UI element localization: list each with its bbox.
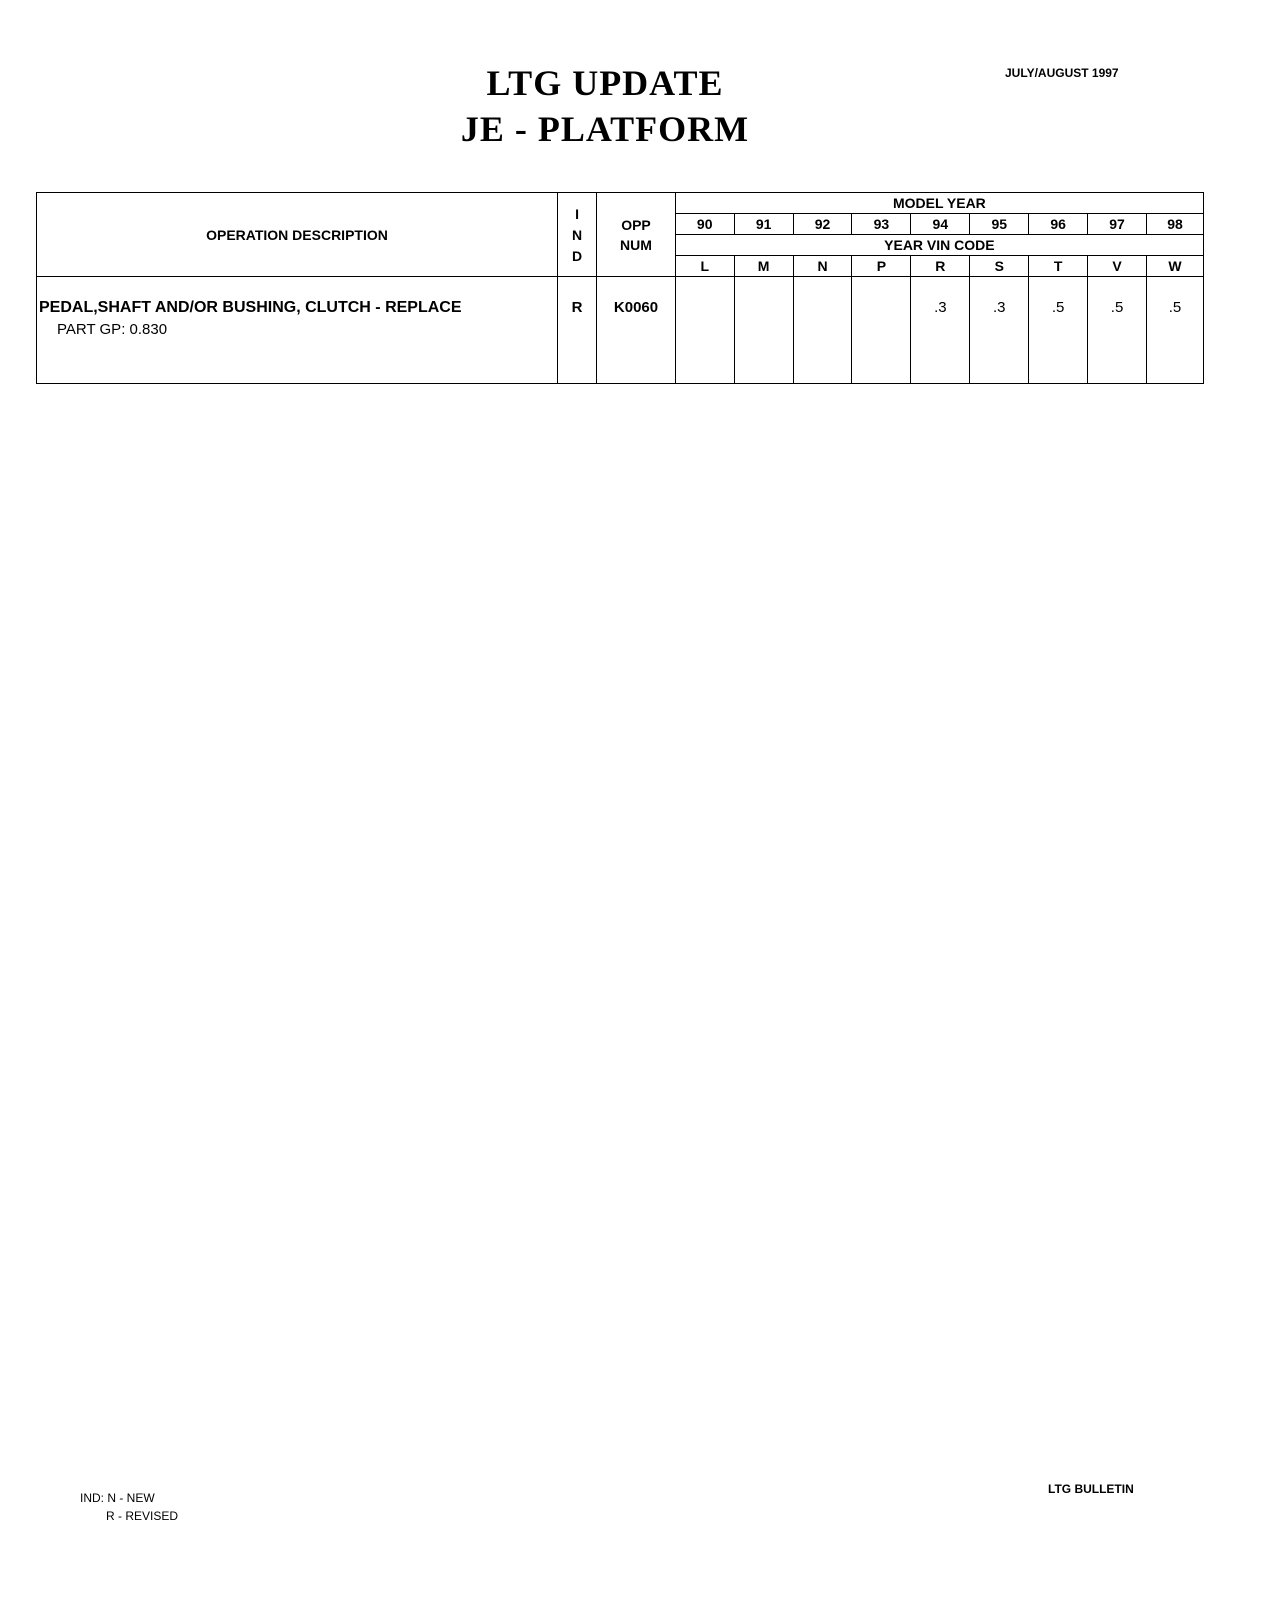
vin-code-r: R [911, 256, 970, 277]
bulletin-label: LTG BULLETIN [1048, 1482, 1134, 1496]
issue-date: JULY/AUGUST 1997 [1005, 66, 1119, 80]
header-ind: I N D [557, 193, 596, 277]
opp-num-value: K0060 [597, 277, 676, 384]
year-96: 96 [1029, 214, 1088, 235]
table-row [37, 277, 1204, 384]
year-98: 98 [1147, 214, 1204, 235]
page-title: LTG UPDATE [486, 63, 724, 103]
vin-code-w: W [1147, 256, 1204, 277]
header-operation-description: OPERATION DESCRIPTION [37, 193, 558, 277]
year-95: 95 [970, 214, 1029, 235]
ind-legend-revised: R - REVISED [106, 1509, 179, 1523]
vin-code-s: S [970, 256, 1029, 277]
year-93: 93 [852, 214, 911, 235]
time-value-97: .5 [1088, 277, 1147, 384]
year-90: 90 [675, 214, 734, 235]
page-subtitle: JE - PLATFORM [460, 109, 750, 149]
time-value-90 [675, 277, 734, 384]
vin-code-v: V [1088, 256, 1147, 277]
ind-legend-new: IND: N - NEW [80, 1491, 155, 1505]
vin-code-l: L [675, 256, 734, 277]
year-91: 91 [734, 214, 793, 235]
operation-description-cell [37, 277, 558, 384]
header-opp-num: OPP NUM [597, 193, 676, 277]
time-value-98: .5 [1147, 277, 1204, 384]
time-value-96: .5 [1029, 277, 1088, 384]
header-model-year: MODEL YEAR [675, 193, 1203, 214]
time-value-94: .3 [911, 277, 970, 384]
year-94: 94 [911, 214, 970, 235]
year-97: 97 [1088, 214, 1147, 235]
operation-description: PEDAL,SHAFT AND/OR BUSHING, CLUTCH - REPLACE [39, 299, 462, 316]
time-value-93 [852, 277, 911, 384]
time-value-92 [793, 277, 852, 384]
part-group: PART GP: 0.830 [57, 321, 168, 338]
time-value-95: .3 [970, 277, 1029, 384]
vin-code-p: P [852, 256, 911, 277]
ind-legend [80, 1489, 178, 1525]
header-year-vin-code: YEAR VIN CODE [675, 235, 1203, 256]
vin-code-t: T [1029, 256, 1088, 277]
time-value-91 [734, 277, 793, 384]
year-92: 92 [793, 214, 852, 235]
vin-code-m: M [734, 256, 793, 277]
labor-time-table [36, 192, 1204, 384]
ind-value: R [557, 277, 596, 384]
vin-code-n: N [793, 256, 852, 277]
